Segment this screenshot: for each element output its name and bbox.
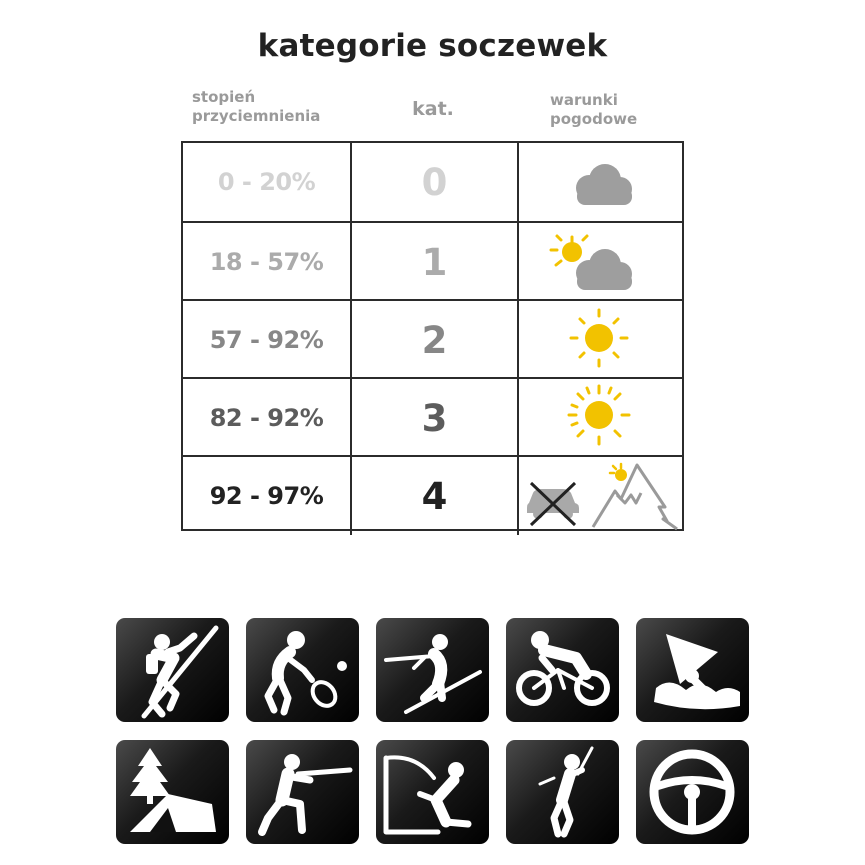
- range-cell: 82 - 92%: [209, 404, 324, 432]
- table-row: [183, 299, 682, 379]
- column-header-weather: [550, 91, 680, 129]
- category-cell: 3: [350, 379, 519, 457]
- sun-behind-cloud-icon: [517, 223, 682, 301]
- sun-icon: [517, 301, 682, 379]
- table-row: [183, 221, 682, 301]
- climbing-icon: [116, 618, 229, 722]
- mountain-sun-icon: [593, 464, 677, 529]
- range-cell: 92 - 97%: [209, 482, 324, 510]
- weather-cell: [517, 143, 682, 221]
- no-driving-icon: [527, 483, 579, 525]
- sailing-icon: [376, 740, 489, 844]
- steering-wheel-icon: [636, 740, 749, 844]
- shooting-icon: [246, 740, 359, 844]
- range-cell: 18 - 57%: [209, 248, 324, 276]
- lens-category-table: [181, 141, 684, 531]
- cycling-icon: [506, 618, 619, 722]
- column-header-range: [192, 88, 352, 126]
- weather-cell: [517, 223, 682, 301]
- no-driving-and-mountain-sun-icon: [517, 457, 682, 535]
- table-row: [183, 377, 682, 457]
- category-cell: 1: [350, 223, 519, 301]
- category-cell: 2: [350, 301, 519, 379]
- weather-cell: [517, 379, 682, 457]
- weather-cell: [517, 457, 682, 535]
- windsurfing-icon: [636, 618, 749, 722]
- strong-sun-icon: [517, 379, 682, 457]
- tennis-icon: [246, 618, 359, 722]
- cloud-icon: [517, 143, 682, 221]
- skiing-icon: [376, 618, 489, 722]
- column-header-weather-line1: warunki: [550, 91, 618, 109]
- page-title: kategorie soczewek: [257, 28, 608, 64]
- range-cell: 57 - 92%: [209, 326, 324, 354]
- camping-icon: [116, 740, 229, 844]
- table-row: [183, 143, 682, 221]
- range-cell: 0 - 20%: [217, 168, 316, 196]
- table-row: [183, 455, 682, 535]
- category-cell: 0: [350, 143, 519, 221]
- column-header-range-line1: stopień: [192, 88, 256, 106]
- weather-cell: [517, 301, 682, 379]
- column-header-weather-line2: pogodowe: [550, 110, 638, 128]
- column-header-category: kat.: [412, 98, 454, 120]
- activities-grid: [116, 618, 750, 844]
- category-cell: 4: [350, 457, 519, 535]
- golf-icon: [506, 740, 619, 844]
- column-header-range-line2: przyciemnienia: [192, 107, 321, 125]
